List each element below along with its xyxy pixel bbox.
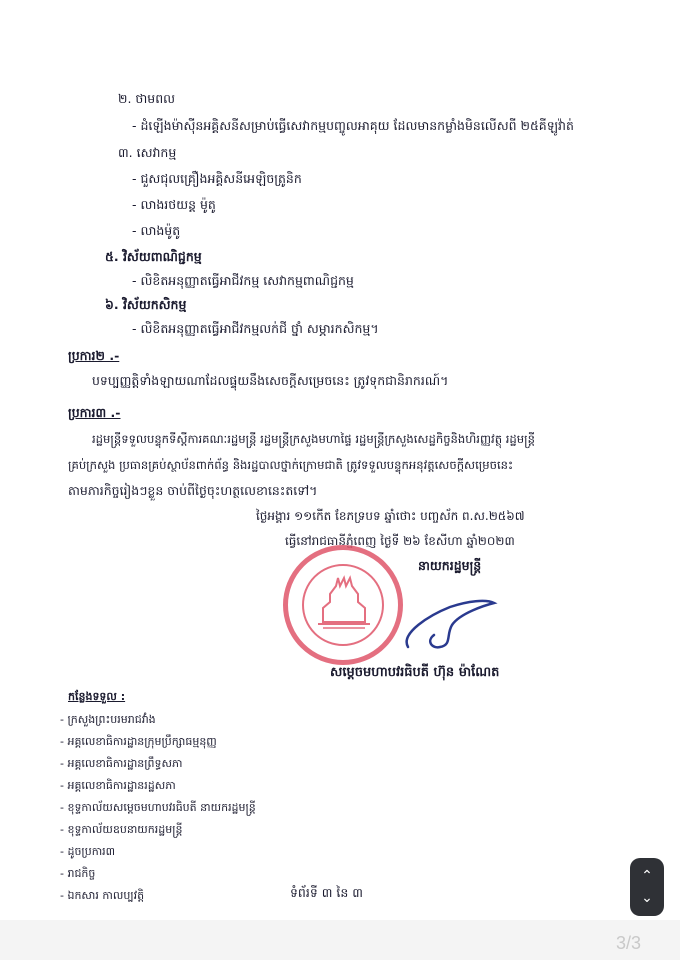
line-energy-item: - ដំឡើងម៉ាស៊ីនអគ្គិសនីសម្រាប់ធ្វើសេវាកម្មបញ្ចូលអាគុយ ដែលមានកម្លាំងមិនលើសពី ២៥គីឡូវ៉ាត់ bbox=[132, 118, 574, 133]
recipient-item: - ខុទ្ទកាល័យសម្តេចមហាបវរធិបតី នាយករដ្ឋមន្ត្រី bbox=[60, 801, 256, 814]
recipient-item: - អគ្គលេខាធិការដ្ឋានរដ្ឋសភា bbox=[60, 779, 176, 792]
chevron-down-icon[interactable]: ⌄ bbox=[641, 890, 653, 906]
line-services: ៣. សេវាកម្ម bbox=[118, 145, 177, 160]
recipient-item: - ខុទ្ទកាល័យឧបនាយករដ្ឋមន្ត្រី bbox=[60, 823, 183, 836]
article-2-body: បទប្បញ្ញត្តិទាំងឡាយណាដែលផ្ទុយនឹងសេចក្តីសម្រេចនេះ ត្រូវទុកជានិរាករណ៍។ bbox=[92, 373, 449, 388]
page-counter: 3/3 bbox=[616, 933, 642, 953]
signature-icon bbox=[390, 585, 510, 655]
article-3-line-3: តាមភារកិច្ចរៀងៗខ្លួន ចាប់ពីថ្ងៃចុះហត្ថលេខានេះតទៅ។ bbox=[68, 483, 318, 498]
chevron-up-icon[interactable]: ⌃ bbox=[641, 868, 653, 884]
temple-emblem-icon bbox=[288, 550, 398, 660]
section-commerce-item: - លិខិតអនុញ្ញាតធ្វើអាជីវកម្ម សេវាកម្មពាណិជ្ជកម្ម bbox=[132, 273, 354, 288]
recipient-item: - ឯកសារ កាលប្បវត្តិ bbox=[60, 889, 145, 902]
line-services-item-1: - ជួសជុលគ្រឿងអគ្គិសនីអេឡិចត្រូនិក bbox=[132, 171, 302, 186]
article-3-line-1: រដ្ឋមន្ត្រីទទួលបន្ទុកទីស្តីការគណៈរដ្ឋមន្ត្រី រដ្ឋមន្ត្រីក្រសួងមហាផ្ទៃ រដ្ឋមន្ត្រីក្រសួងសេដ្ឋកិច្ចនិងហិរញ្ញវត្ថុ រដ្ឋមន្ត្រី bbox=[92, 432, 535, 446]
line-energy: ២. ថាមពល bbox=[118, 91, 176, 106]
lunar-date: ថ្ងៃអង្គារ ១១កើត ខែភទ្របទ ឆ្នាំថោះ បញ្ចស័ក ព.ស.២៥៦៧ bbox=[256, 509, 525, 523]
line-services-item-3: - លាងម៉ូតូ bbox=[132, 223, 181, 238]
solar-date: ធ្វើនៅរាជធានីភ្នំពេញ ថ្ងៃទី ២៦ ខែសីហា ឆ្នាំ២០២៣ bbox=[285, 534, 515, 548]
recipient-item: - ដូចប្រការ៣ bbox=[60, 845, 116, 858]
article-2-title: ប្រការ២ .- bbox=[68, 348, 120, 363]
section-agriculture-heading: ៦. វិស័យកសិកម្ម bbox=[105, 297, 187, 312]
recipient-item: - រាជកិច្ច bbox=[60, 867, 96, 880]
article-3-title: ប្រការ៣ .- bbox=[68, 405, 121, 420]
signatory-name: សម្តេចមហាបវរធិបតី ហ៊ុន ម៉ាណែត bbox=[330, 665, 500, 680]
page-footer: ទំព័រទី ៣ នៃ ៣ bbox=[290, 885, 363, 900]
section-commerce-heading: ៥. វិស័យពាណិជ្ជកម្ម bbox=[105, 249, 202, 264]
section-agriculture-item: - លិខិតអនុញ្ញាតធ្វើអាជីវកម្មលក់ជី ថ្នាំ សម្ភារកសិកម្ម។ bbox=[132, 321, 379, 336]
recipient-item: - ក្រសួងព្រះបរមរាជវាំង bbox=[60, 713, 156, 726]
official-seal bbox=[283, 545, 403, 665]
signatory-title: នាយករដ្ឋមន្ត្រី bbox=[418, 558, 482, 573]
recipient-item: - អគ្គលេខាធិការដ្ឋានព្រឹទ្ធសភា bbox=[60, 757, 183, 770]
page-nav-control bbox=[630, 858, 664, 916]
recipients-title: កន្លែងទទួល : bbox=[68, 690, 126, 703]
article-3-line-2: គ្រប់ក្រសួង ប្រធានគ្រប់ស្ថាប័នពាក់ព័ន្ធ និងរដ្ឋបាលថ្នាក់ក្រោមជាតិ ត្រូវទទួលបន្ទុកអនុវត្តសេចក្តីសម្រេចនេះ bbox=[68, 458, 514, 472]
recipient-item: - អគ្គលេខាធិការដ្ឋានក្រុមប្រឹក្សាធម្មនុញ្ញ bbox=[60, 735, 217, 748]
line-services-item-2: - លាងរថយន្ត ម៉ូតូ bbox=[132, 197, 216, 212]
